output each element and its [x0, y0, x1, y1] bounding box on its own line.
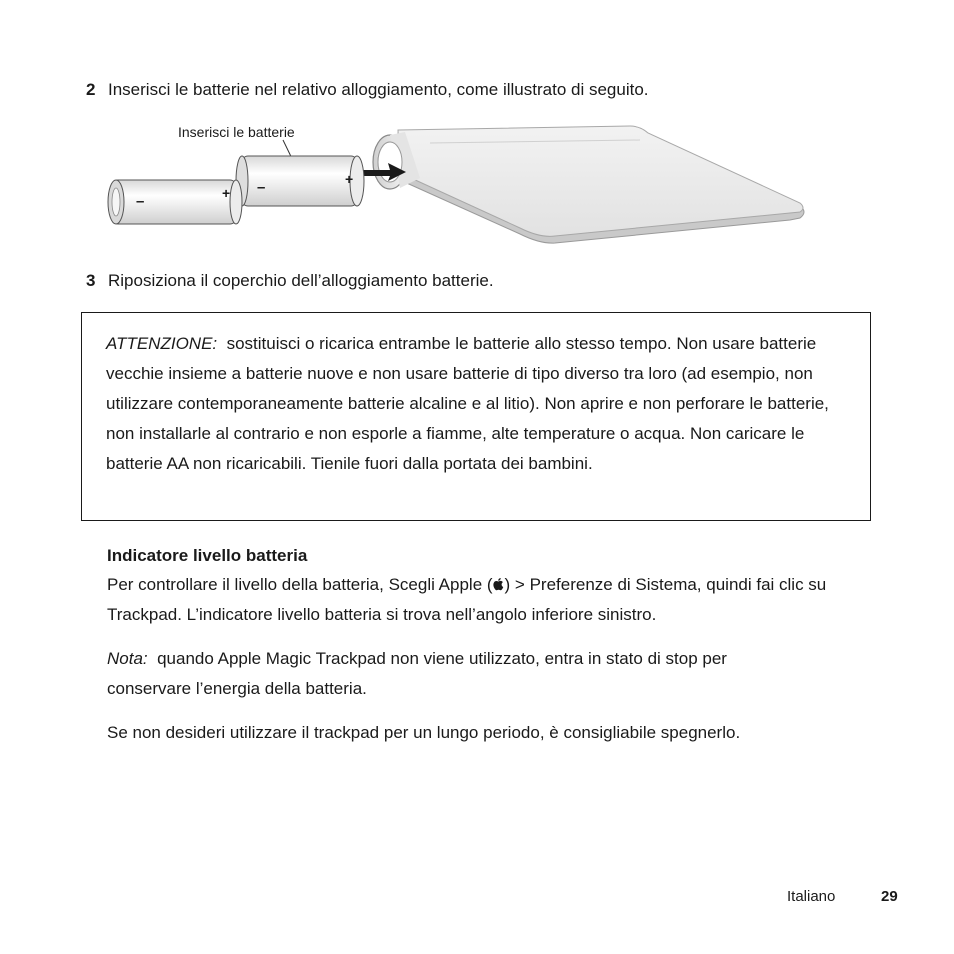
footer-language: Italiano: [787, 888, 836, 905]
battery-right-plus: +: [345, 171, 354, 187]
battery-left-minus: –: [136, 193, 145, 210]
note-paragraph: [107, 644, 807, 704]
trackpad-shape: [373, 126, 804, 243]
illustration-svg: [100, 118, 820, 253]
warning-body: sostituisci o ricarica entrambe le batterie allo stesso tempo. Non usare batterie vecchie insieme a batterie nuove e non usare batterie di tipo diverso tra loro (ad esempio, non utilizzare contemporaneamente batterie alcaline e al litio). Non aprire e non perforare le batterie, non installarle al contrario e non esporle a fiamme, alte temperature o acqua. Non caricare le batterie AA non ricaricabili. Tienile fuori dalla portata dei bambini.: [106, 334, 829, 473]
final-paragraph: Se non desideri utilizzare il trackpad per un lungo periodo, è consigliabile spegnerlo.: [107, 723, 741, 742]
step-2: [86, 79, 649, 101]
page-number: 29: [881, 888, 898, 905]
battery-indicator-section: [107, 544, 867, 748]
instructions-part-2: ) > Preferenze di Sistema, quindi fai clic su Trackpad. L’indicatore livello batteria si trova nell’angolo inferiore sinistro.: [107, 575, 827, 624]
section-heading: Indicatore livello batteria: [107, 546, 308, 565]
warning-box: [81, 312, 871, 521]
battery-right-minus: –: [257, 179, 266, 196]
step-3: [86, 270, 494, 292]
battery-left-plus: +: [222, 185, 231, 201]
warning-paragraph: [106, 329, 856, 479]
figure-callout-label: Inserisci le batterie: [178, 124, 295, 140]
apple-logo-icon: [493, 571, 505, 585]
battery-instructions: [107, 570, 867, 630]
note-body: quando Apple Magic Trackpad non viene utilizzato, entra in stato di stop per conservare l’energia della batteria.: [107, 649, 727, 698]
step-text: Inserisci le batterie nel relativo alloggiamento, come illustrato di seguito.: [108, 80, 649, 99]
step-text: Riposiziona il coperchio dell’alloggiamento batterie.: [108, 271, 494, 290]
battery-insertion-illustration: [100, 118, 820, 253]
step-number: 2: [86, 80, 96, 99]
warning-lead: ATTENZIONE:: [106, 334, 218, 353]
instructions-part-1: Per controllare il livello della batteria, Scegli Apple (: [107, 575, 493, 594]
step-number: 3: [86, 271, 96, 290]
note-lead: Nota:: [107, 649, 148, 668]
